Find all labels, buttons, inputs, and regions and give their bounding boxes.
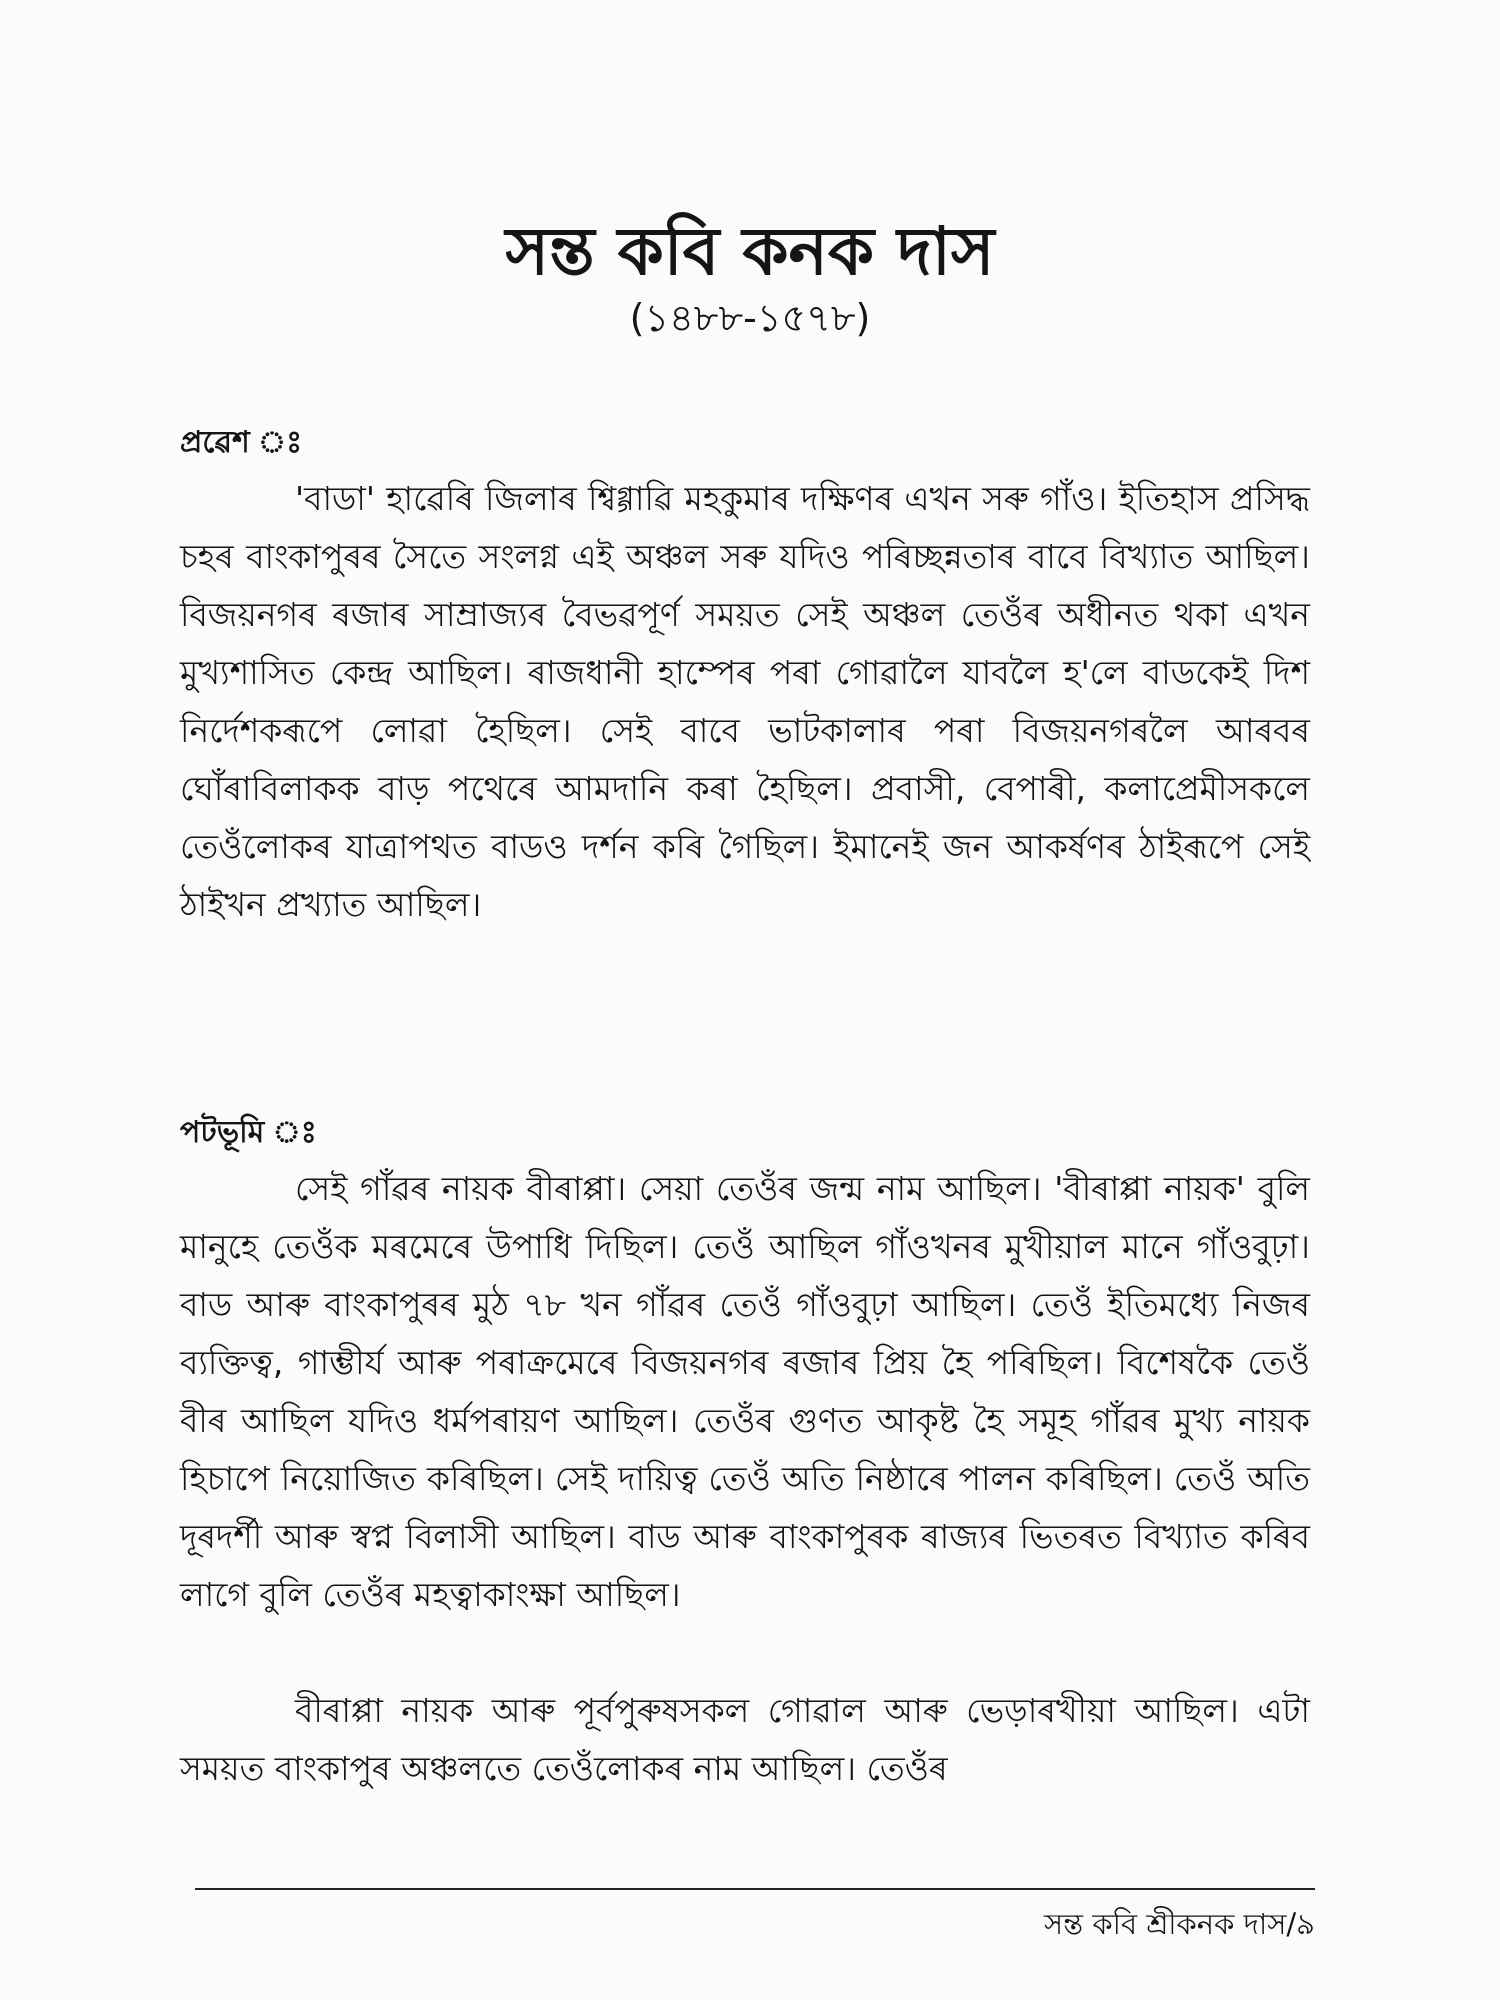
body-paragraph — [180, 1160, 1310, 1624]
footer-divider — [195, 1888, 1315, 1890]
body-paragraph — [180, 470, 1310, 934]
running-footer: সন্ত কবি শ্ৰীকনক দাস/৯ — [1044, 1907, 1315, 1941]
body-paragraph — [180, 1682, 1310, 1798]
section-heading-background: পটভূমি ঃ — [180, 1115, 317, 1150]
page-title: সন্ত কবি কনক দাস — [505, 213, 995, 290]
paragraph-text: সেই গাঁৱৰ নায়ক বীৰাপ্পা। সেয়া তেওঁৰ জন্ম নাম আছিল। 'বীৰাপ্পা নায়ক' বুলি মানুহে তেওঁক মৰমেৰে উপাধি দিছিল। তেওঁ আছিল গাঁওখনৰ মুখীয়াল মানে গাঁওবুঢ়া। বাড আৰু বাংকাপুৰৰ মুঠ ৭৮ খন গাঁৱৰ তেওঁ গাঁওবুঢ়া আছিল। তেওঁ ইতিমধ্যে নিজৰ ব্যক্তিত্ব, গাম্ভীৰ্য আৰু পৰাক্ৰমেৰে বিজয়নগৰ ৰজাৰ প্ৰিয় হৈ পৰিছিল। বিশেষকৈ তেওঁ বীৰ আছিল যদিও ধৰ্মপৰায়ণ আছিল। তেওঁৰ গুণত আকৃষ্ট হৈ সমূহ গাঁৱৰ মুখ্য নায়ক হিচাপে নিয়োজিত কৰিছিল। সেই দায়িত্ব তেওঁ অতি নিষ্ঠাৰে পালন কৰিছিল। তেওঁ অতি দূৰদৰ্শী আৰু স্বপ্ন বিলাসী আছিল। বাড আৰু বাংকাপুৰক ৰাজ্যৰ ভিতৰত বিখ্যাত কৰিব লাগে বুলি তেওঁৰ মহত্বাকাংক্ষা আছিল। — [180, 1169, 1310, 1614]
section-heading-introduction: প্ৰৱেশ ঃ — [180, 425, 303, 460]
paragraph-text: বীৰাপ্পা নায়ক আৰু পূৰ্বপুৰুষসকল গোৱাল আৰু ভেড়াৰখীয়া আছিল। এটা সময়ত বাংকাপুৰ অঞ্চলতে তেওঁলোকৰ নাম আছিল। তেওঁৰ — [180, 1691, 1310, 1788]
life-years: (১৪৮৮-১৫৭৮) — [629, 296, 871, 340]
paragraph-text: 'বাডা' হাৱেৰি জিলাৰ শ্বিগ্গাৱি মহকুমাৰ দক্ষিণৰ এখন সৰু গাঁও। ইতিহাস প্ৰসিদ্ধ চহৰ বাংকাপুৰৰ সৈতে সংলগ্ন এই অঞ্চল সৰু যদিও পৰিচ্ছন্নতাৰ বাবে বিখ্যাত আছিল। বিজয়নগৰ ৰজাৰ সাম্ৰাজ্যৰ বৈভৱপূৰ্ণ সময়ত সেই অঞ্চল তেওঁৰ অধীনত থকা এখন মুখ্যশাসিত কেন্দ্ৰ আছিল। ৰাজধানী হাম্পেৰ পৰা গোৱালৈ যাবলৈ হ'লে বাডকেই দিশ নিৰ্দেশকৰূপে লোৱা হৈছিল। সেই বাবে ভাটকালাৰ পৰা বিজয়নগৰলৈ আৰবৰ ঘোঁৰাবিলাকক বাড় পথেৰে আমদানি কৰা হৈছিল। প্ৰবাসী, বেপাৰী, কলাপ্ৰেমীসকলে তেওঁলোকৰ যাত্ৰাপথত বাডও দৰ্শন কৰি গৈছিল। ইমানেই জন আকৰ্ষণৰ ঠাইৰূপে সেই ঠাইখন প্ৰখ্যাত আছিল। — [180, 479, 1310, 924]
